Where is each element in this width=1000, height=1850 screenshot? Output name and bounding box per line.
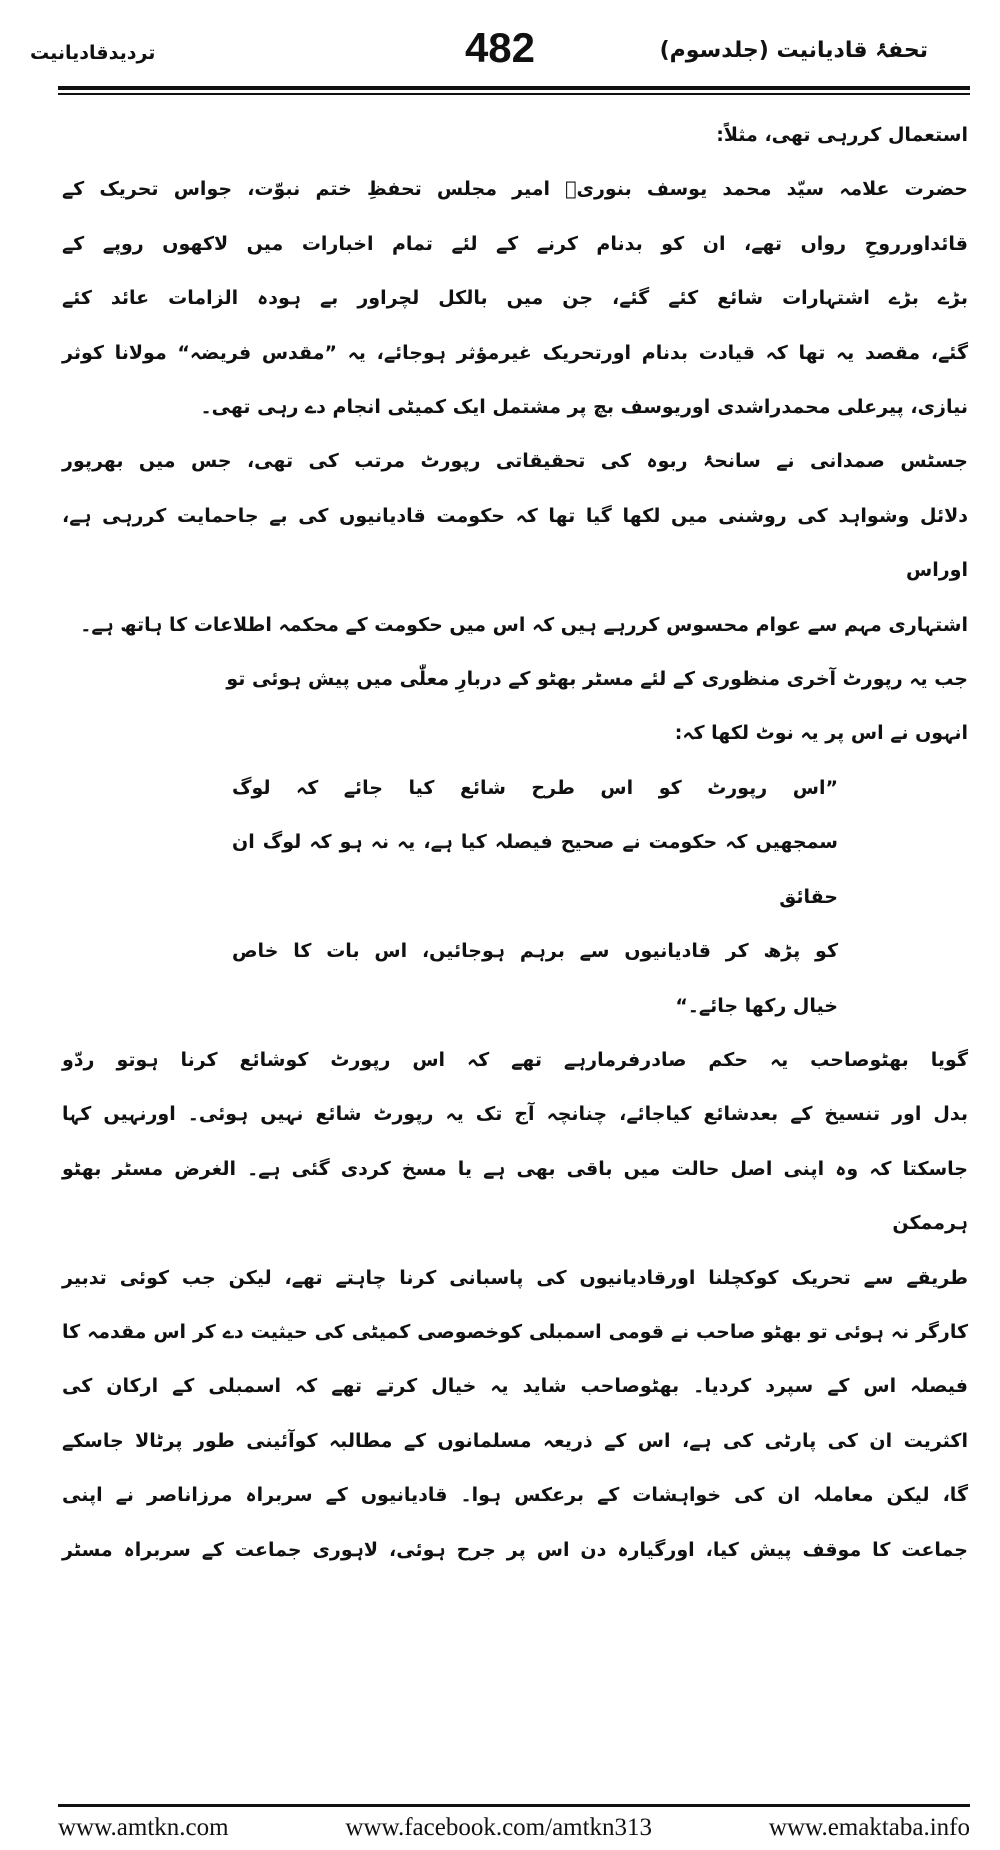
text-line: بدل اور تنسیخ کے بعدشائع کیاجائے، چنانچہ آج تک یہ رپورٹ شائع نہیں ہوئی۔ اورنہیں کہا bbox=[62, 1103, 968, 1126]
page-body bbox=[62, 108, 968, 1577]
page-number: 482 bbox=[464, 24, 536, 71]
text-line: جسٹس صمدانی نے سانحۂ ربوہ کی تحقیقاتی رپورٹ مرتب کی تھی، جس میں بھرپور bbox=[62, 450, 968, 473]
text-line: دلائل وشواہد کی روشنی میں لکھا گیا تھا کہ حکومت قادیانیوں کی بے جاحمایت کررہی ہے، اوراس bbox=[62, 504, 968, 582]
text-line: جب یہ رپورٹ آخری منظوری کے لئے مسٹر بھٹو کے دربارِ معلّٰی میں پیش ہوئی تو bbox=[226, 668, 968, 691]
footer-rule bbox=[58, 1804, 970, 1807]
text-line: جماعت کا موقف پیش کیا، اورگیارہ دن اس پر جرح ہوئی، لاہوری جماعت کے سربراہ مسٹر bbox=[62, 1538, 968, 1561]
footer-link-emaktaba[interactable]: www.emaktaba.info bbox=[768, 1814, 970, 1841]
quote-line: سمجھیں کہ حکومت نے صحیح فیصلہ کیا ہے، یہ نہ ہو کہ لوگ ان حقائق bbox=[232, 831, 838, 908]
text-line: طریقے سے تحریک کوکچلنا اورقادیانیوں کی پاسبانی کرنا چاہتے تھے، لیکن جب کوئی تدبیر bbox=[62, 1266, 968, 1289]
book-title: تحفۂ قادیانیت (جلدسوم) bbox=[659, 38, 928, 63]
text-line: حضرت علامہ سیّد محمد یوسف بنوریؒ امیر مجلس تحفظِ ختم نبوّت، جواس تحریک کے bbox=[62, 178, 968, 201]
text-line: اکثریت ان کی پارٹی کی ہے، اس کے ذریعہ مسلمانوں کے مطالبہ کوآئینی طور پرٹالا جاسکے bbox=[62, 1429, 968, 1452]
text-line: اشتہاری مہم سے عوام محسوس کررہے ہیں کہ اس میں حکومت کے محکمہ اطلاعات کا ہاتھ ہے۔ bbox=[80, 613, 968, 636]
text-line: گویا بھٹوصاحب یہ حکم صادرفرمارہے تھے کہ اس رپورٹ کوشائع کرنا ہوتو ردّو bbox=[62, 1048, 968, 1071]
text-line: استعمال کررہی تھی، مثلاً: bbox=[716, 124, 968, 146]
block-quote bbox=[62, 761, 968, 1033]
footer-link-amtkn[interactable]: www.amtkn.com bbox=[58, 1814, 229, 1841]
text-line: بڑے بڑے اشتہارات شائع کئے گئے، جن میں بالکل لچراور بے ہودہ الزامات عائد کئے bbox=[62, 287, 968, 310]
header-rule-thick bbox=[58, 86, 970, 90]
text-line: کارگر نہ ہوئی تو بھٹو صاحب نے قومی اسمبلی کوخصوصی کمیٹی کی حیثیت دے کر اس مقدمہ کا bbox=[62, 1320, 968, 1343]
quote-line: ”اس رپورٹ کو اس طرح شائع کیا جائے کہ لوگ bbox=[232, 776, 838, 799]
header-rule-thin bbox=[58, 93, 970, 95]
footer-link-facebook[interactable]: www.facebook.com/amtkn313 bbox=[345, 1814, 653, 1841]
text-line: انہوں نے اس پر یہ نوٹ لکھا کہ: bbox=[674, 722, 968, 745]
text-line: فیصلہ اس کے سپرد کردیا۔ بھٹوصاحب شاید یہ خیال کرتے تھے کہ اسمبلی کے ارکان کی bbox=[62, 1375, 968, 1398]
text-line: گا، لیکن معاملہ ان کی خواہشات کے برعکس ہوا۔ قادیانیوں کے سربراہ مرزاناصر نے اپنی bbox=[62, 1484, 968, 1507]
quote-line: خیال رکھا جائے۔“ bbox=[675, 994, 838, 1017]
quote-line: کو پڑھ کر قادیانیوں سے برہم ہوجائیں، اس بات کا خاص bbox=[232, 940, 838, 963]
text-line: گئے، مقصد یہ تھا کہ قیادت بدنام اورتحریک غیرمؤثر ہوجائے، یہ ”مقدس فریضہ“ مولانا کوثر bbox=[62, 341, 968, 364]
text-line: قائداورروحِ رواں تھے، ان کو بدنام کرنے کے لئے تمام اخبارات میں لاکھوں روپے کے bbox=[62, 232, 968, 255]
text-line: جاسکتا کہ وہ اپنی اصل حالت میں باقی بھی ہے یا مسخ کردی گئی ہے۔ الغرض مسٹر بھٹو ہرممکن bbox=[62, 1157, 968, 1235]
text-line: نیازی، پیرعلی محمدراشدی اوریوسف بچ پر مشتمل ایک کمیٹی انجام دے رہی تھی۔ bbox=[200, 396, 968, 419]
page-footer bbox=[58, 1814, 970, 1842]
section-title: تردیدقادیانیت bbox=[30, 42, 156, 64]
